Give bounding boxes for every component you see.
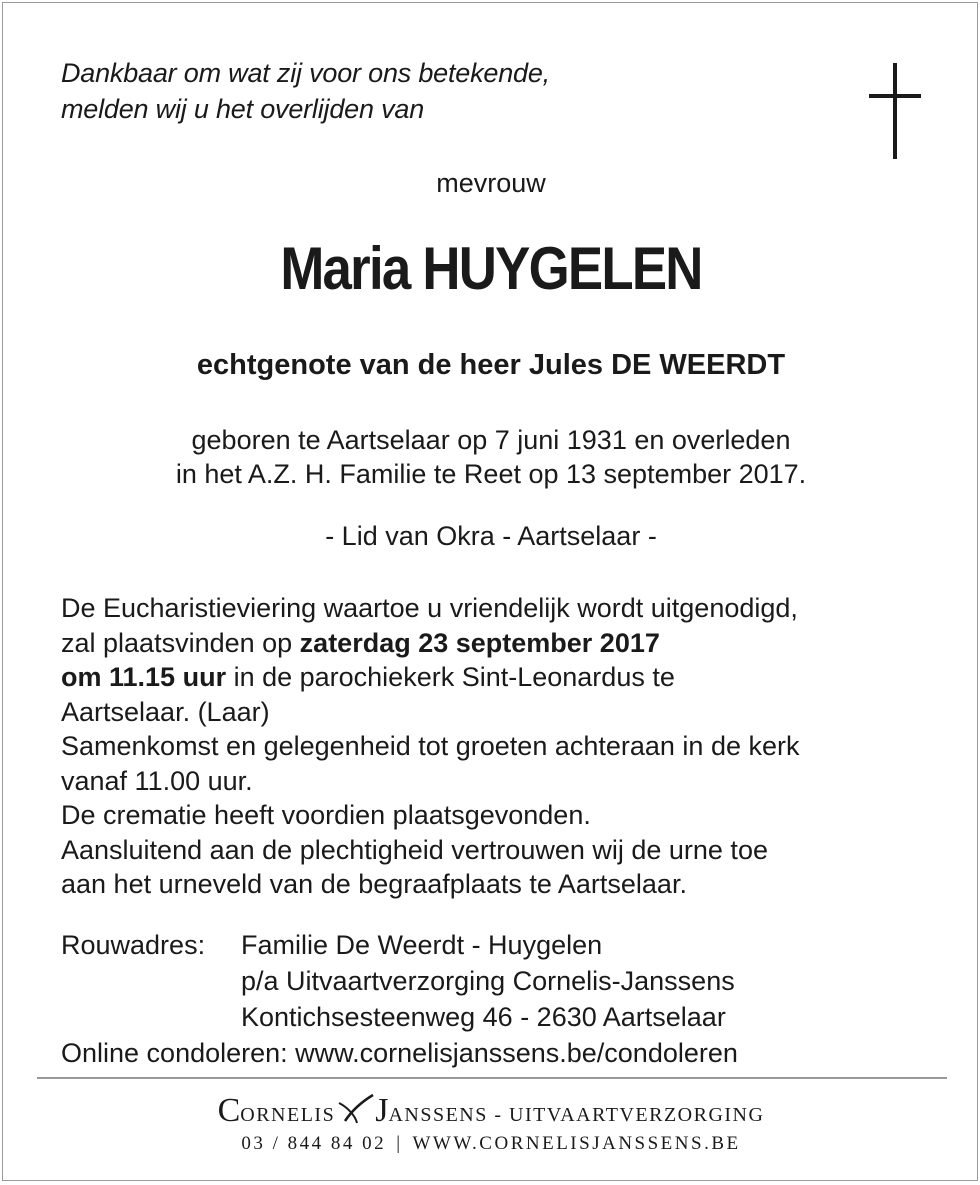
ceremony-prefix: zal plaatsvinden op xyxy=(61,627,300,658)
ceremony-line-7: De crematie heeft voordien plaatsgevonden. xyxy=(61,800,591,830)
contact-divider: | xyxy=(396,1133,403,1154)
funeral-home-logo xyxy=(3,1087,979,1130)
logo-j-initial: J xyxy=(375,1092,389,1129)
ceremony-line-4: Aartselaar. (Laar) xyxy=(61,696,270,727)
cross-icon xyxy=(865,63,925,163)
ceremony-details xyxy=(61,591,941,902)
deceased-title: mevrouw xyxy=(436,168,546,198)
funeral-home-contact xyxy=(3,1133,979,1155)
ceremony-line-5: Samenkomst en gelegenheid tot groeten achteraan in de kerk xyxy=(61,731,800,761)
ceremony-time: om 11.15 uur xyxy=(61,662,227,692)
intro-text xyxy=(61,55,550,127)
death-notice-card xyxy=(2,2,978,1181)
phone-number: 03 / 844 84 02 xyxy=(241,1133,387,1154)
online-condolence: Online condoleren: www.cornelisjanssens.be/condoleren xyxy=(61,1038,738,1068)
membership-line: - Lid van Okra - Aartselaar - xyxy=(325,521,657,551)
address-label: Rouwadres: xyxy=(61,930,206,960)
swoosh-icon xyxy=(335,1093,375,1127)
ceremony-line-9: aan het urneveld van de begraafplaats te Aartselaar. xyxy=(61,869,687,899)
logo-j-rest: ANSSENS - UITVAARTVERZORGING xyxy=(388,1104,765,1126)
address-line-2: p/a Uitvaartverzorging Cornelis-Janssens xyxy=(241,966,735,996)
birth-line: geboren te Aartselaar op 7 juni 1931 en overleden xyxy=(191,425,791,455)
death-line: in het A.Z. H. Familie te Reet op 13 september 2017. xyxy=(175,459,807,489)
footer-divider xyxy=(37,1077,947,1079)
ceremony-line-1: De Eucharistieviering waartoe u vriendelijk wordt uitgenodigd, xyxy=(61,593,798,623)
ceremony-location: in de parochiekerk Sint-Leonardus te xyxy=(226,662,675,692)
ceremony-line-3 xyxy=(61,660,941,695)
address-row-1 xyxy=(61,927,941,963)
intro-line-1: Dankbaar om wat zij voor ons betekende, xyxy=(61,58,550,88)
intro-line-2: melden wij u het overlijden van xyxy=(61,94,425,124)
address-line-3: Kontichsesteenweg 46 - 2630 Aartselaar xyxy=(241,1002,726,1032)
life-dates xyxy=(3,423,979,491)
ceremony-line-6: vanaf 11.00 uur. xyxy=(61,765,253,796)
website: WWW.CORNELISJANSSENS.BE xyxy=(412,1133,741,1154)
logo-c-rest: ORNELIS xyxy=(240,1104,336,1126)
logo-c-initial: C xyxy=(217,1092,241,1129)
mourning-address xyxy=(61,927,941,1071)
spouse-line: echtgenote van de heer Jules DE WEERDT xyxy=(196,349,786,381)
ceremony-line-2 xyxy=(61,626,941,661)
ceremony-date: zaterdag 23 september 2017 xyxy=(299,627,660,658)
address-line-1: Familie De Weerdt - Huygelen xyxy=(241,930,603,960)
deceased-name: Maria HUYGELEN xyxy=(280,235,702,302)
ceremony-line-8: Aansluitend aan de plechtigheid vertrouwen wij de urne toe xyxy=(61,834,768,865)
